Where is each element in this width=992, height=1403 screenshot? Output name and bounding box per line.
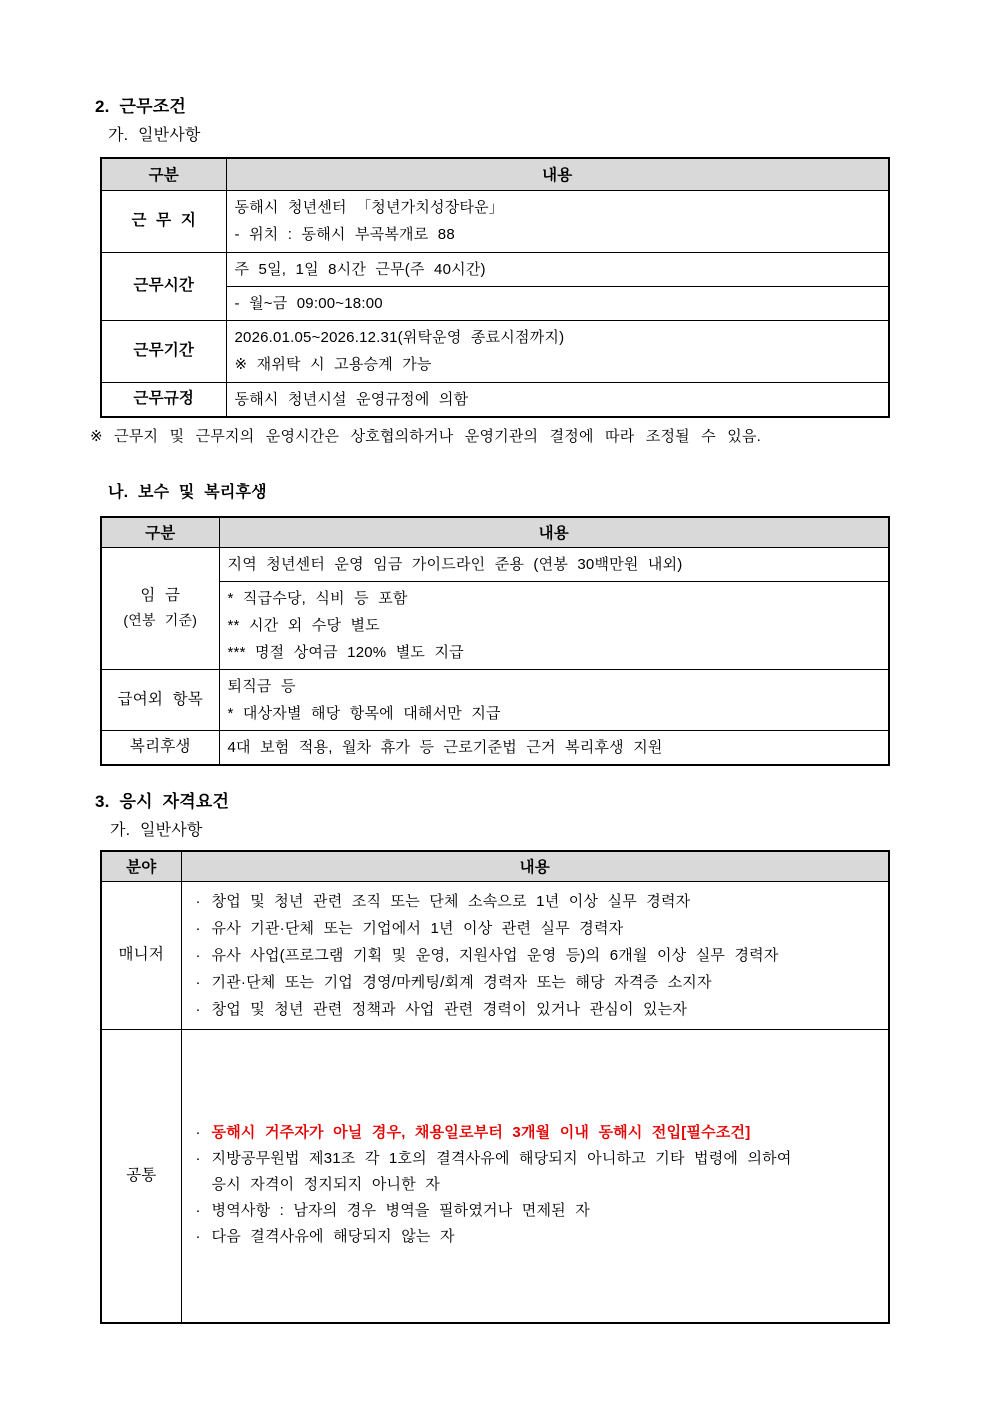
table-header-row bbox=[101, 851, 889, 881]
cell-workplace bbox=[226, 190, 889, 252]
section2-subsection-b: 나. 보수 및 복리후생 bbox=[108, 484, 267, 501]
bullet-text: 다음 결격사유에 해당되지 않는 자 bbox=[211, 1227, 455, 1245]
table-row bbox=[101, 190, 889, 252]
bullet-item bbox=[196, 1146, 881, 1172]
bullet-item-highlight bbox=[196, 1120, 881, 1146]
general-conditions-table bbox=[100, 157, 890, 418]
header-cell-content: 내용 bbox=[219, 517, 889, 547]
cell-extra-pay bbox=[219, 669, 889, 730]
cell-line: ** 시간 외 수당 별도 bbox=[227, 616, 380, 634]
bullet-dot: · bbox=[195, 919, 201, 937]
bullet-text: 유사 사업(프로그램 기획 및 운영, 지원사업 운영 등)의 6개월 이상 실무 경력자 bbox=[211, 946, 779, 964]
section3-title: 3. 응시 자격요건 bbox=[95, 792, 230, 811]
header-cell-content: 내용 bbox=[181, 851, 889, 881]
bullet-text: 창업 및 청년 관련 정책과 사업 관련 경력이 있거나 관심이 있는자 bbox=[211, 1000, 688, 1018]
bullet-dot: · bbox=[195, 1000, 201, 1018]
row-label-workhours: 근무시간 bbox=[101, 252, 226, 320]
table-header-row bbox=[101, 158, 889, 190]
bullet-text-red: 동해시 거주자가 아닐 경우, 채용일로부터 3개월 이내 동해시 전입[필수조건] bbox=[211, 1123, 751, 1141]
header-cell-field: 분야 bbox=[101, 851, 181, 881]
cell-line: 퇴직금 등 bbox=[227, 677, 296, 695]
bullet-dot: · bbox=[195, 892, 201, 910]
note-text: ※ 근무지 및 근무지의 운영시간은 상호협의하거나 운영기관의 결정에 따라 조정될 수 있음. bbox=[90, 428, 762, 445]
bullet-item bbox=[196, 915, 881, 942]
cell-line: ※ 재위탁 시 고용승계 가능 bbox=[234, 356, 432, 373]
pay-welfare-table bbox=[100, 516, 890, 766]
bullet-dot: · bbox=[195, 1201, 201, 1219]
bullet-dot: · bbox=[195, 1149, 201, 1167]
cell-workhours-bottom: - 월~금 09:00~18:00 bbox=[226, 286, 889, 320]
header-cell-content: 내용 bbox=[226, 158, 889, 190]
table-row bbox=[101, 581, 889, 669]
bullet-item bbox=[196, 942, 881, 969]
bullet-item bbox=[196, 969, 881, 996]
cell-workhours-top: 주 5일, 1일 8시간 근무(주 40시간) bbox=[226, 252, 889, 286]
bullet-text: 기관·단체 또는 기업 경영/마케팅/회계 경력자 또는 해당 자격증 소지자 bbox=[211, 973, 712, 991]
bullet-dot: · bbox=[195, 1123, 201, 1141]
header-cell-category: 구분 bbox=[101, 517, 219, 547]
row-label-workplace: 근 무 지 bbox=[101, 190, 226, 252]
table-row bbox=[101, 881, 889, 1029]
row-label-welfare: 복리후생 bbox=[101, 730, 219, 765]
salary-label-line: 임 금 bbox=[140, 587, 181, 604]
salary-label-subline: (연봉 기준) bbox=[123, 612, 198, 628]
row-label-extra-pay: 급여외 항목 bbox=[101, 669, 219, 730]
table-row bbox=[101, 547, 889, 581]
cell-line: 동해시 청년센터 「청년가치성장타운」 bbox=[234, 199, 504, 216]
table-row bbox=[101, 252, 889, 286]
row-label-manager: 매니저 bbox=[101, 881, 181, 1029]
bullet-text: 병역사항 : 남자의 경우 병역을 필하였거나 면제된 자 bbox=[211, 1201, 590, 1219]
bullet-item bbox=[196, 888, 881, 915]
cell-line: *** 명절 상여금 120% 별도 지급 bbox=[227, 643, 464, 661]
cell-salary-guideline: 지역 청년센터 운영 임금 가이드라인 준용 (연봉 30백만원 내외) bbox=[219, 547, 889, 581]
bullet-item bbox=[196, 996, 881, 1023]
cell-workrules: 동해시 청년시설 운영규정에 의함 bbox=[226, 382, 889, 417]
bullet-text: 지방공무원법 제31조 각 1호의 결격사유에 해당되지 아니하고 기타 법령에 의하여 bbox=[211, 1149, 792, 1167]
bullet-item bbox=[196, 1224, 881, 1250]
header-cell-category: 구분 bbox=[101, 158, 226, 190]
row-label-workperiod: 근무기간 bbox=[101, 320, 226, 382]
cell-line: 2026.01.05~2026.12.31(위탁운영 종료시점까지) bbox=[234, 329, 565, 346]
row-label-workrules: 근무규정 bbox=[101, 382, 226, 417]
bullet-text: 유사 기관·단체 또는 기업에서 1년 이상 관련 실무 경력자 bbox=[211, 919, 624, 937]
table-row bbox=[101, 1029, 889, 1323]
row-label-common: 공통 bbox=[101, 1029, 181, 1323]
bullet-text: 응시 자격이 정지되지 아니한 자 bbox=[211, 1175, 440, 1193]
cell-welfare: 4대 보험 적용, 월차 휴가 등 근로기준법 근거 복리후생 지원 bbox=[219, 730, 889, 765]
bullet-dot: · bbox=[195, 946, 201, 964]
table-header-row bbox=[101, 517, 889, 547]
bullet-text: 창업 및 청년 관련 조직 또는 단체 소속으로 1년 이상 실무 경력자 bbox=[211, 892, 691, 910]
table-row bbox=[101, 382, 889, 417]
bullet-item bbox=[196, 1198, 881, 1224]
cell-line: - 위치 : 동해시 부곡복개로 88 bbox=[234, 226, 455, 243]
qualification-table bbox=[100, 850, 890, 1324]
table-row bbox=[101, 730, 889, 765]
bullet-dot: · bbox=[195, 1227, 201, 1245]
cell-common-requirements bbox=[181, 1029, 889, 1323]
section3-subsection-a: 가. 일반사항 bbox=[110, 822, 203, 839]
section2-title: 2. 근무조건 bbox=[95, 97, 186, 116]
bullet-continuation bbox=[196, 1172, 881, 1198]
section2-subsection-a: 가. 일반사항 bbox=[108, 127, 201, 144]
table-row bbox=[101, 320, 889, 382]
table-row bbox=[101, 669, 889, 730]
bullet-dot: · bbox=[195, 973, 201, 991]
cell-workperiod bbox=[226, 320, 889, 382]
row-label-salary bbox=[101, 547, 219, 669]
cell-salary-details bbox=[219, 581, 889, 669]
cell-line: * 직급수당, 식비 등 포함 bbox=[227, 589, 408, 607]
cell-manager-requirements bbox=[181, 881, 889, 1029]
cell-line: * 대상자별 해당 항목에 대해서만 지급 bbox=[227, 704, 501, 722]
